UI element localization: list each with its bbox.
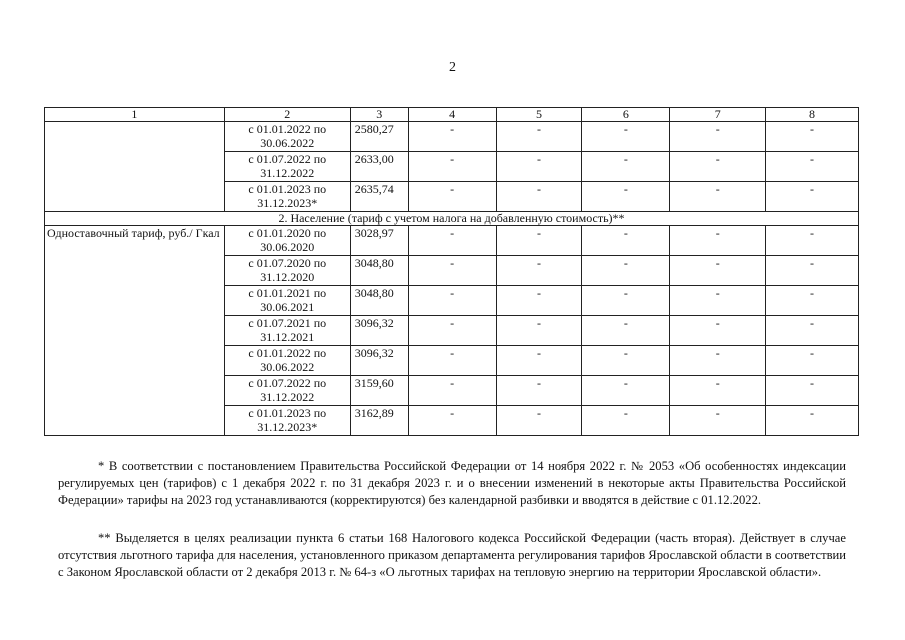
table-row [45, 226, 859, 256]
column-header: 4 [408, 108, 496, 122]
empty-value-cell: - [496, 256, 582, 286]
period-cell: с 01.07.2020 по 31.12.2020 [224, 256, 350, 286]
column-header: 6 [582, 108, 670, 122]
period-cell: с 01.01.2023 по 31.12.2023* [224, 406, 350, 436]
column-header: 1 [45, 108, 225, 122]
tariff-value-cell: 3096,32 [350, 316, 408, 346]
footnote-1 [58, 458, 846, 509]
empty-value-cell: - [766, 376, 859, 406]
tariff-value-cell: 3159,60 [350, 376, 408, 406]
empty-value-cell: - [582, 346, 670, 376]
table-row [45, 122, 859, 152]
period-cell: с 01.01.2023 по 31.12.2023* [224, 182, 350, 212]
empty-value-cell: - [582, 286, 670, 316]
column-header: 2 [224, 108, 350, 122]
period-cell: с 01.07.2021 по 31.12.2021 [224, 316, 350, 346]
empty-value-cell: - [670, 316, 766, 346]
empty-value-cell: - [766, 286, 859, 316]
tariff-value-cell: 3048,80 [350, 286, 408, 316]
empty-value-cell: - [408, 286, 496, 316]
empty-value-cell: - [408, 226, 496, 256]
group-label-cell: Одноставочный тариф, руб./ Гкал [45, 226, 225, 436]
period-cell: с 01.07.2022 по 31.12.2022 [224, 376, 350, 406]
empty-value-cell: - [408, 406, 496, 436]
empty-value-cell: - [670, 256, 766, 286]
empty-value-cell: - [408, 376, 496, 406]
section-title: 2. Население (тариф с учетом налога на добавленную стоимость)** [45, 212, 859, 226]
empty-value-cell: - [766, 406, 859, 436]
empty-value-cell: - [496, 286, 582, 316]
empty-value-cell: - [670, 286, 766, 316]
period-cell: с 01.01.2021 по 30.06.2021 [224, 286, 350, 316]
empty-value-cell: - [670, 152, 766, 182]
section-row [45, 212, 859, 226]
footnote-text: ** Выделяется в целях реализации пункта 6 статьи 168 Налогового кодекса Российской Федерации (часть вторая). Действует в случае отсутствия льготного тарифа для населения, установленного приказом департамента регулирования тарифов Ярославской области в соответствии с Законом Ярославской области от 2 декабря 2013 г. № 64-з «О льготных тарифах на тепловую энергию на территории Ярославской области». [58, 531, 846, 579]
empty-value-cell: - [670, 346, 766, 376]
empty-value-cell: - [496, 316, 582, 346]
period-cell: с 01.01.2020 по 30.06.2020 [224, 226, 350, 256]
period-cell: с 01.01.2022 по 30.06.2022 [224, 122, 350, 152]
empty-value-cell: - [582, 226, 670, 256]
tariff-value-cell: 3162,89 [350, 406, 408, 436]
table-header-row [45, 108, 859, 122]
column-header: 5 [496, 108, 582, 122]
tariff-value-cell: 3028,97 [350, 226, 408, 256]
empty-value-cell: - [496, 152, 582, 182]
empty-value-cell: - [496, 122, 582, 152]
tariff-value-cell: 2633,00 [350, 152, 408, 182]
empty-value-cell: - [582, 376, 670, 406]
footnote-text: * В соответствии с постановлением Правительства Российской Федерации от 14 ноября 2022 г. № 2053 «Об особенностях индексации регулируемых цен (тарифов) с 1 декабря 2022 г. по 31 декабря 2023 г. и о внесении изменений в некоторые акты Правительства Российской Федерации» тарифы на 2023 год устанавливаются (корректируются) без календарной разбивки и вводятся в действие с 01.12.2022. [58, 459, 846, 507]
empty-value-cell: - [766, 122, 859, 152]
page-number: 2 [449, 60, 456, 75]
tariff-value-cell: 3048,80 [350, 256, 408, 286]
empty-value-cell: - [582, 256, 670, 286]
empty-value-cell: - [766, 152, 859, 182]
tariff-value-cell: 2635,74 [350, 182, 408, 212]
empty-value-cell: - [766, 226, 859, 256]
group-label-cell [45, 122, 225, 212]
empty-value-cell: - [670, 406, 766, 436]
empty-value-cell: - [408, 316, 496, 346]
empty-value-cell: - [408, 256, 496, 286]
empty-value-cell: - [766, 346, 859, 376]
empty-value-cell: - [496, 182, 582, 212]
tariff-value-cell: 2580,27 [350, 122, 408, 152]
empty-value-cell: - [496, 346, 582, 376]
column-header: 7 [670, 108, 766, 122]
empty-value-cell: - [496, 406, 582, 436]
empty-value-cell: - [670, 182, 766, 212]
empty-value-cell: - [670, 122, 766, 152]
empty-value-cell: - [582, 316, 670, 346]
empty-value-cell: - [766, 256, 859, 286]
period-cell: с 01.01.2022 по 30.06.2022 [224, 346, 350, 376]
column-header: 8 [766, 108, 859, 122]
empty-value-cell: - [670, 376, 766, 406]
empty-value-cell: - [766, 316, 859, 346]
empty-value-cell: - [408, 346, 496, 376]
empty-value-cell: - [670, 226, 766, 256]
empty-value-cell: - [582, 152, 670, 182]
column-header: 3 [350, 108, 408, 122]
tariff-value-cell: 3096,32 [350, 346, 408, 376]
empty-value-cell: - [766, 182, 859, 212]
period-cell: с 01.07.2022 по 31.12.2022 [224, 152, 350, 182]
empty-value-cell: - [582, 406, 670, 436]
tariff-table [44, 107, 859, 436]
empty-value-cell: - [582, 182, 670, 212]
empty-value-cell: - [408, 152, 496, 182]
footnote-2 [58, 530, 846, 581]
empty-value-cell: - [496, 376, 582, 406]
empty-value-cell: - [496, 226, 582, 256]
empty-value-cell: - [582, 122, 670, 152]
empty-value-cell: - [408, 182, 496, 212]
empty-value-cell: - [408, 122, 496, 152]
